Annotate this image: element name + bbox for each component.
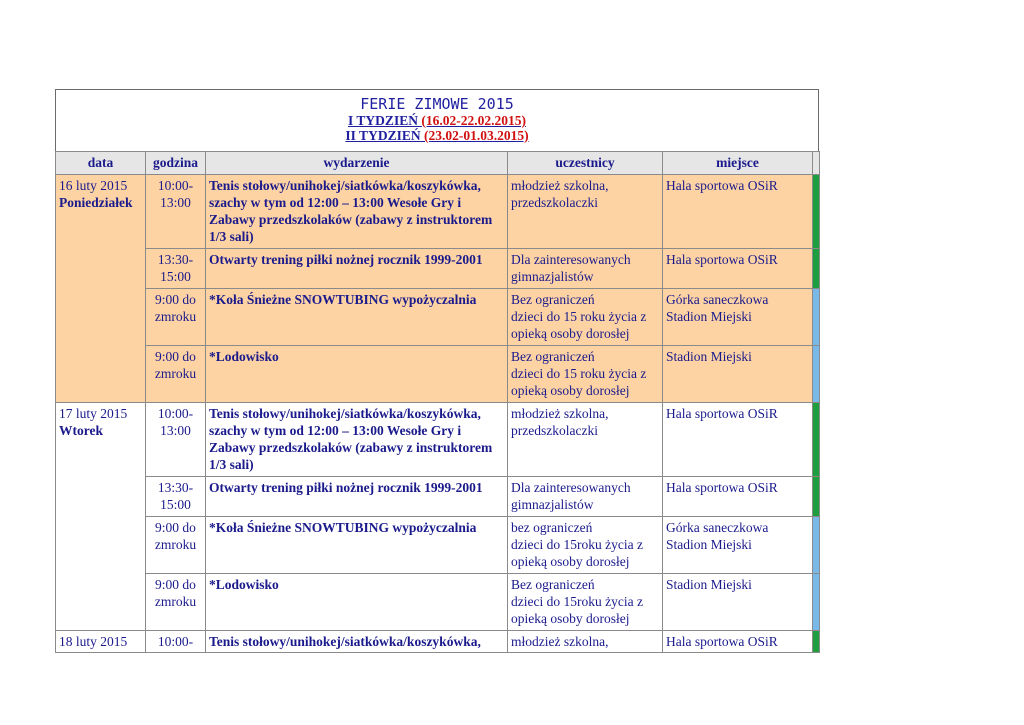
column-header-uczestnicy: uczestnicy — [508, 152, 663, 175]
week-2-dates: (23.02-01.03.2015) — [423, 128, 529, 143]
event-place: Hala sportowa OSiR — [663, 249, 813, 289]
day-date-cell — [56, 175, 146, 403]
event-name: Otwarty trening piłki nożnej rocznik 1999-2001 — [206, 477, 508, 517]
event-participants: młodzież szkolna, przedszkolaczki — [508, 403, 663, 477]
row-color-strip — [813, 175, 820, 249]
week-2-line — [56, 128, 818, 143]
event-place: Górka saneczkowa Stadion Miejski — [663, 517, 813, 574]
row-color-strip — [813, 517, 820, 574]
table-row — [56, 346, 820, 403]
row-color-strip — [813, 631, 820, 653]
event-participants: młodzież szkolna, — [508, 631, 663, 653]
event-time: 10:00- — [146, 631, 206, 653]
row-color-strip — [813, 574, 820, 631]
row-color-strip — [813, 289, 820, 346]
row-color-strip — [813, 477, 820, 517]
event-participants: Bez ograniczeń dzieci do 15roku życia z opieką osoby dorosłej — [508, 574, 663, 631]
event-time: 9:00 do zmroku — [146, 574, 206, 631]
day-date: 16 luty 2015 — [59, 178, 128, 193]
day-date-cell — [56, 403, 146, 631]
event-name: Tenis stołowy/unihokej/siatkówka/koszykówka, szachy w tym od 12:00 – 13:00 Wesołe Gry i Zabawy przedszkolaków (zabawy z instruktorem 1/3 sali) — [206, 175, 508, 249]
table-row — [56, 631, 820, 653]
schedule-sheet — [55, 89, 819, 653]
day-weekday: Wtorek — [59, 423, 103, 438]
event-participants: Dla zainteresowanych gimnazjalistów — [508, 477, 663, 517]
schedule-table — [55, 151, 820, 653]
column-header-miejsce: miejsce — [663, 152, 813, 175]
schedule-body — [56, 175, 820, 653]
event-place: Stadion Miejski — [663, 346, 813, 403]
event-participants: młodzież szkolna, przedszkolaczki — [508, 175, 663, 249]
column-header-strip — [813, 152, 820, 175]
event-participants: Bez ograniczeń dzieci do 15 roku życia z opieką osoby dorosłej — [508, 346, 663, 403]
week-1-label: I TYDZIEŃ — [348, 113, 418, 128]
day-date: 18 luty 2015 — [59, 634, 128, 649]
event-time: 10:00- 13:00 — [146, 175, 206, 249]
table-row — [56, 477, 820, 517]
table-row — [56, 517, 820, 574]
week-2-label: II TYDZIEŃ — [345, 128, 421, 143]
event-participants: Dla zainteresowanych gimnazjalistów — [508, 249, 663, 289]
table-row — [56, 574, 820, 631]
table-row — [56, 403, 820, 477]
event-place: Hala sportowa OSiR — [663, 403, 813, 477]
week-1-line — [56, 113, 818, 128]
week-1-dates: (16.02-22.02.2015) — [421, 113, 526, 128]
event-place: Hala sportowa OSiR — [663, 175, 813, 249]
row-color-strip — [813, 249, 820, 289]
event-name: Tenis stołowy/unihokej/siatkówka/koszykówka, szachy w tym od 12:00 – 13:00 Wesołe Gry i Zabawy przedszkolaków (zabawy z instruktorem 1/3 sali) — [206, 403, 508, 477]
event-name: Otwarty trening piłki nożnej rocznik 1999-2001 — [206, 249, 508, 289]
event-name: *Koła Śnieżne SNOWTUBING wypożyczalnia — [206, 289, 508, 346]
event-name: Tenis stołowy/unihokej/siatkówka/koszykówka, — [206, 631, 508, 653]
event-participants: Bez ograniczeń dzieci do 15 roku życia z opieką osoby dorosłej — [508, 289, 663, 346]
event-place: Hala sportowa OSiR — [663, 477, 813, 517]
event-name: *Lodowisko — [206, 574, 508, 631]
event-place: Stadion Miejski — [663, 574, 813, 631]
page-title: FERIE ZIMOWE 2015 — [360, 95, 514, 113]
row-color-strip — [813, 346, 820, 403]
column-header-godzina: godzina — [146, 152, 206, 175]
event-time: 13:30- 15:00 — [146, 249, 206, 289]
event-time: 10:00- 13:00 — [146, 403, 206, 477]
event-time: 9:00 do zmroku — [146, 346, 206, 403]
event-time: 9:00 do zmroku — [146, 289, 206, 346]
table-row — [56, 289, 820, 346]
event-time: 13:30- 15:00 — [146, 477, 206, 517]
event-participants: bez ograniczeń dzieci do 15roku życia z opieką osoby dorosłej — [508, 517, 663, 574]
table-header-row — [56, 152, 820, 175]
schedule-header — [55, 89, 819, 151]
day-weekday: Poniedziałek — [59, 195, 133, 210]
table-row — [56, 249, 820, 289]
event-place: Górka saneczkowa Stadion Miejski — [663, 289, 813, 346]
column-header-data: data — [56, 152, 146, 175]
event-place: Hala sportowa OSiR — [663, 631, 813, 653]
table-row — [56, 175, 820, 249]
event-time: 9:00 do zmroku — [146, 517, 206, 574]
day-date: 17 luty 2015 — [59, 406, 128, 421]
event-name: *Lodowisko — [206, 346, 508, 403]
column-header-wydarzenie: wydarzenie — [206, 152, 508, 175]
day-date-cell — [56, 631, 146, 653]
event-name: *Koła Śnieżne SNOWTUBING wypożyczalnia — [206, 517, 508, 574]
row-color-strip — [813, 403, 820, 477]
